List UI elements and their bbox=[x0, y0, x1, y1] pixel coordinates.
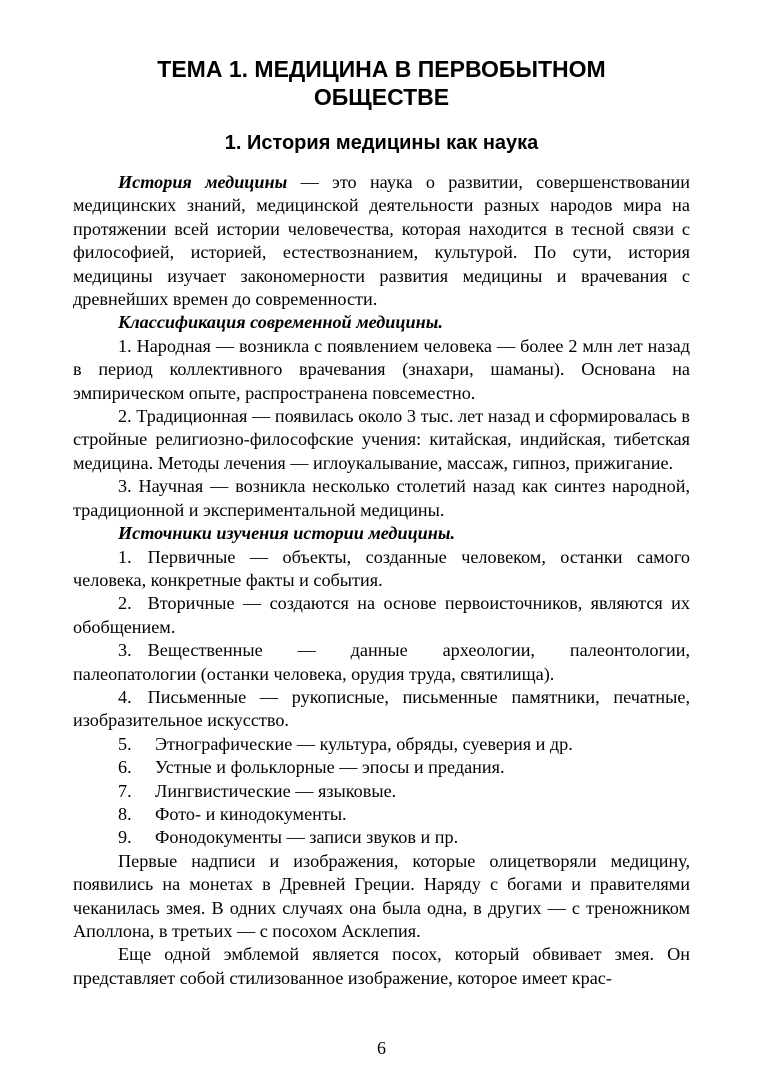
source-item-number: 9. bbox=[118, 827, 132, 848]
source-item-text: Первичные — объекты, созданные человеком, останки самого человека, конкретные факты и события. bbox=[73, 546, 690, 590]
source-item-number: 2. bbox=[118, 593, 132, 614]
intro-term: История медицины bbox=[118, 172, 288, 192]
source-item-text: Фото- и кинодокументы. bbox=[155, 803, 347, 824]
source-item-text: Лингвистические — языковые. bbox=[155, 780, 397, 801]
source-item-text: Вещественные — данные археологии, палеонтологии, палеопатологии (останки человека, орудия труда, святилища). bbox=[73, 640, 690, 684]
intro-paragraph bbox=[73, 171, 690, 311]
source-item bbox=[73, 686, 690, 733]
body-paragraph: Еще одной эмблемой является посох, который обвивает змея. Он представляет собой стилизованное изображение, которое имеет крас- bbox=[73, 944, 690, 988]
classification-heading: Классификация современной медицины. bbox=[118, 312, 443, 333]
page-title-line-2: ОБЩЕСТВЕ bbox=[313, 84, 450, 110]
source-item-number: 3. bbox=[118, 640, 132, 661]
classification-item: 2. Традиционная — появилась около 3 тыс. лет назад и сформировалась в стройные религиозно-философские учения: китайская, индийская, тибетская медицина. Методы лечения — иглоукалывание, массаж, гипноз, прижигание. bbox=[73, 406, 690, 473]
source-item bbox=[73, 826, 690, 849]
source-item-number: 5. bbox=[118, 733, 132, 754]
page-title bbox=[60, 55, 703, 111]
intro-text: — это наука о развитии, совершенствовании медицинских знаний, медицинской деятельности разных народов мира на протяжении всей истории человечества, которая находится в тесной связи с философией, историей, естествознанием, культурой. По сути, история медицины изучает закономерности развития медицины и врачевания с древнейших времен до современности. bbox=[73, 172, 690, 310]
source-item bbox=[73, 780, 690, 803]
source-item-number: 4. bbox=[118, 686, 132, 707]
sources-heading: Источники изучения истории медицины. bbox=[118, 523, 456, 544]
page-title-line-1: ТЕМА 1. МЕДИЦИНА В ПЕРВОБЫТНОМ bbox=[157, 56, 606, 82]
body-paragraph: Первые надписи и изображения, которые олицетворяли медицину, появились на монетах в Древней Греции. Наряду с богами и правителями чеканилась змея. В одних случаях она была одна, в других — с треножником Аполлона, в третьих — с посохом Асклепия. bbox=[73, 850, 690, 941]
source-item-number: 6. bbox=[118, 757, 132, 778]
body-text bbox=[73, 171, 690, 990]
classification-item: 1. Народная — возникла с появлением человека — более 2 млн лет назад в период коллективного врачевания (знахари, шаманы). Основана на эмпирическом опыте, распространена повсеместно. bbox=[73, 335, 690, 403]
source-item bbox=[73, 756, 690, 779]
source-item bbox=[73, 803, 690, 826]
source-item-text: Вторичные — создаются на основе первоисточников, являются их обобщением. bbox=[73, 593, 690, 637]
source-item-text: Этнографические — культура, обряды, суеверия и др. bbox=[155, 733, 573, 754]
source-item-number: 7. bbox=[118, 780, 132, 801]
page-number: 6 bbox=[377, 1038, 386, 1058]
source-item-number: 8. bbox=[118, 803, 132, 824]
source-item bbox=[73, 592, 690, 639]
source-item bbox=[73, 639, 690, 686]
section-heading: 1. История медицины как наука bbox=[224, 132, 539, 154]
source-item-text: Устные и фольклорные — эпосы и предания. bbox=[155, 757, 505, 778]
source-item bbox=[73, 546, 690, 593]
source-item-number: 1. bbox=[118, 546, 132, 567]
source-item bbox=[73, 733, 690, 756]
classification-item: 3. Научная — возникла несколько столетий назад как синтез народной, традиционной и экспериментальной медицины. bbox=[73, 476, 690, 520]
source-item-text: Фонодокументы — записи звуков и пр. bbox=[155, 827, 459, 848]
source-item-text: Письменные — рукописные, письменные памятники, печатные, изобразительное искусство. bbox=[73, 686, 690, 731]
